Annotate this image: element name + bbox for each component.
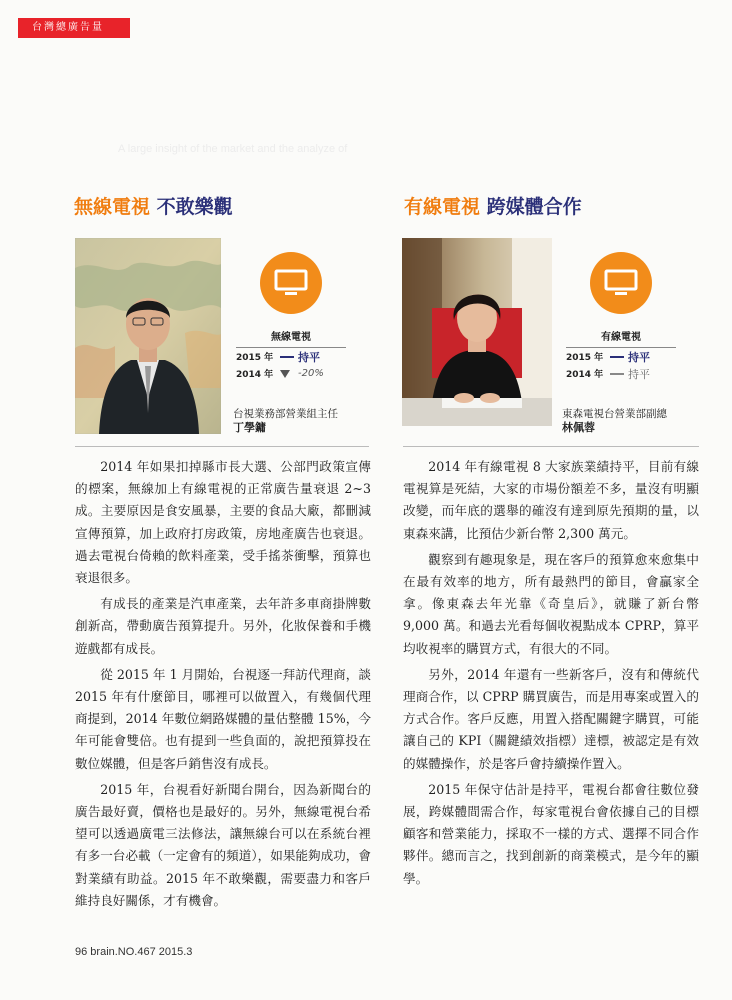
paragraph: 觀察到有趣現象是，現在客戶的預算愈來愈集中在最有效率的地方，所有最熱門的節目，會贏家全拿。像東森去年光靠《奇皇后》，就賺了新台幣 9,000 萬。和過去光看每個收視點成本 CPRP，算平均收視率的購買方式，有很大的不同。 (403, 551, 699, 656)
stat-title: 無線電視 (236, 328, 346, 348)
stat-value: 持平 (628, 367, 650, 381)
stat-row-2015 (236, 348, 346, 365)
left-portrait-photo (75, 238, 221, 434)
stat-title: 有線電視 (566, 328, 676, 348)
right-stat-box (566, 252, 676, 382)
stat-value: 持平 (298, 350, 320, 364)
stat-row-2014 (236, 365, 346, 382)
stat-value: 持平 (628, 350, 650, 364)
section-tag: 台灣總廣告量 (18, 18, 130, 38)
paragraph: 2014 年如果扣掉縣市長大選、公部門政策宣傳的標案，無線加上有線電視的正常廣告量衰退 2~3 成。主要原因是食安風暴，主要的食品大廠，都刪減宣傳預算，加上政府打房政策，房地產廣告也衰退。過去電視台倚賴的飲料產業，受手搖茶衝擊，預算也衰退很多。 (75, 459, 371, 586)
paragraph: 2015 年，台視看好新聞台開台，因為新聞台的廣告最好賣，價格也是最好的。另外，無線電視台希望可以透過廣電三法修法，讓無線台可以在系統台裡有多一台必載（一定會有的頻道），如果能夠成功，會對業績有助益。2015 年不敢樂觀，需要盡力和客戶維持良好關係，才有機會。 (75, 781, 371, 908)
right-body-text (403, 456, 699, 894)
flat-dash-icon (610, 356, 628, 358)
right-caption (562, 407, 667, 435)
left-heading-rest: 不敢樂觀 (156, 196, 233, 218)
stat-year: 2014 年 (566, 370, 604, 380)
left-caption (233, 407, 338, 435)
page-footer: 96 brain.NO.467 2015.3 (75, 946, 193, 958)
left-heading (74, 192, 233, 219)
left-heading-accent: 無線電視 (74, 196, 151, 218)
stat-row-2014 (566, 365, 676, 382)
right-divider (403, 446, 699, 447)
left-body-text (75, 456, 371, 916)
right-heading (404, 192, 582, 219)
stat-row-2015 (566, 348, 676, 365)
paragraph: 從 2015 年 1 月開始，台視逐一拜訪代理商，談 2015 年有什麼節目，哪裡可以做置入，有幾個代理商提到，2014 年數位網路媒體的量估整體 15%，今年可能會雙倍。也有提到一些負面的，說把預算投在數位媒體，但是客戶銷售沒有成長。 (75, 666, 371, 771)
stat-year: 2015 年 (236, 353, 274, 363)
tv-icon (590, 252, 652, 314)
left-divider (75, 446, 369, 447)
left-caption-title: 台視業務部營業組主任 (233, 408, 338, 420)
left-caption-name: 丁學鏞 (233, 421, 266, 434)
paragraph: 有成長的產業是汽車產業，去年許多車商掛牌數創新高，帶動廣告預算提升。另外，化妝保養和手機遊戲都有成長。 (75, 596, 371, 656)
stat-value: -20% (298, 368, 324, 379)
right-caption-title: 東森電視台營業部副總 (562, 408, 667, 420)
flat-dash-icon (280, 356, 298, 358)
paragraph: 另外，2014 年還有一些新客戶，沒有和傳統代理商合作，以 CPRP 購買廣告，而是用專案或置入的方式合作。客戶反應，用置入搭配關鍵字購買，可能讓自己的 KPI（關鍵績效指標）達標，被認定是有效的媒體操作，於是客戶會持續操作置入。 (403, 666, 699, 771)
down-triangle-icon (280, 370, 298, 378)
tv-icon (260, 252, 322, 314)
faint-intro-text: A large insight of the market and the analyze of (118, 143, 348, 155)
right-caption-name: 林佩蓉 (562, 421, 595, 434)
flat-dash-grey-icon (610, 373, 628, 375)
stat-year: 2014 年 (236, 370, 274, 380)
left-stat-box (236, 252, 346, 382)
right-portrait-photo (402, 238, 552, 426)
right-heading-rest: 跨媒體合作 (486, 196, 582, 218)
right-heading-accent: 有線電視 (404, 196, 481, 218)
stat-year: 2015 年 (566, 353, 604, 363)
paragraph: 2015 年保守估計是持平，電視台都會往數位發展，跨媒體間需合作，每家電視台會依據自己的目標顧客和營業能力，採取不一樣的方式、選擇不同合作夥伴。總而言之，找到創新的商業模式，是今年的顯學。 (403, 781, 699, 886)
paragraph: 2014 年有線電視 8 大家族業績持平，目前有線電視算是死結，大家的市場份額差不多，量沒有明顯改變，而年底的選舉的確沒有達到原先預期的量，以東森來講，比預估少新台幣 2,300 萬元。 (403, 459, 699, 541)
